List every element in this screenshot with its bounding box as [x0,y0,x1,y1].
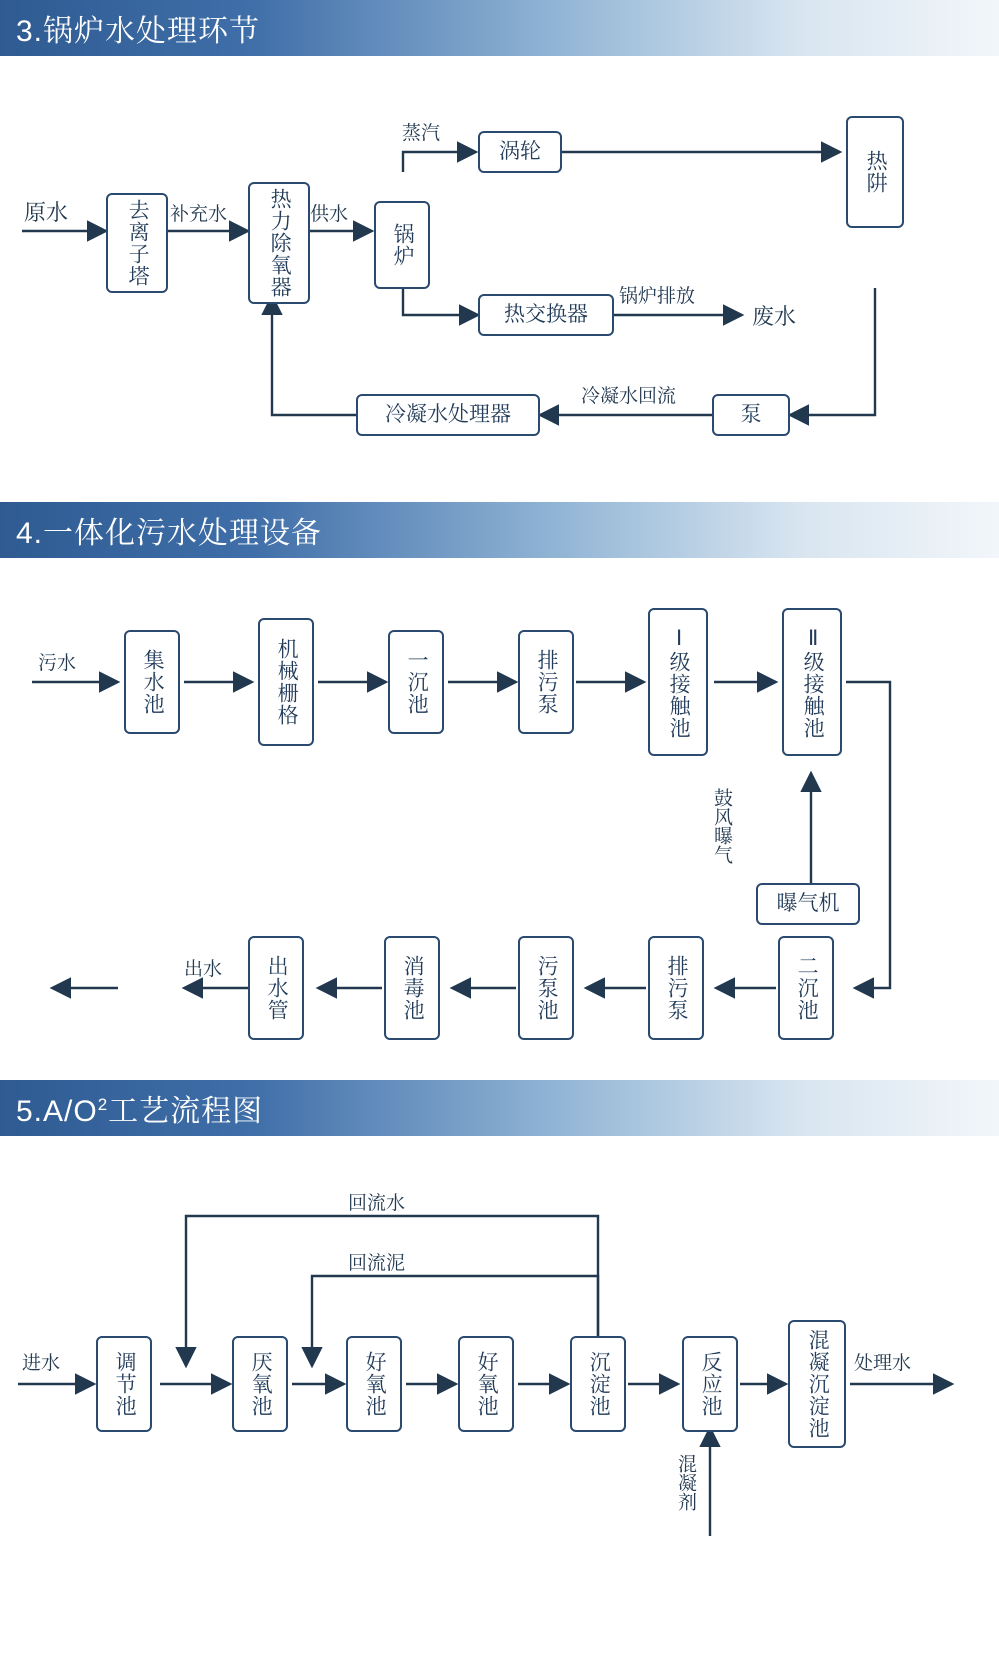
node-deion-tower: 去离子塔 [106,193,168,293]
node-collect-tank: 集水池 [124,630,180,734]
label-boiler-blowdown: 锅炉排放 [619,286,696,307]
node-sediment-tank: 沉淀池 [570,1336,626,1432]
node-turbine: 涡轮 [478,131,562,173]
diagram-boiler [0,56,999,499]
node-secondary-tank: 二沉池 [778,936,834,1040]
node-aerobic-tank-2: 好氧池 [458,1336,514,1432]
node-disinfect-tank: 消毒池 [384,936,440,1040]
label-steam: 蒸汽 [402,123,441,144]
section-header-boiler [0,0,999,56]
label-influent: 进水 [22,1353,61,1374]
label-coagulant: 混凝剂 [675,1454,696,1511]
node-sewage-pump: 排污泵 [518,630,574,734]
label-return-water: 回流水 [348,1193,406,1214]
section-title-integrated: 4.一体化污水处理设备 [16,517,323,550]
label-makeup-water: 补充水 [170,204,228,225]
node-contact-tank-2: Ⅱ级接触池 [782,608,842,756]
node-contact-tank-1: Ⅰ级接触池 [648,608,708,756]
diagram-ao2 [0,1136,999,1673]
node-outlet-pipe: 出水管 [248,936,304,1040]
diagram-integrated [0,558,999,1078]
node-anaerobic-tank: 厌氧池 [232,1336,288,1432]
label-return-sludge: 回流泥 [348,1253,406,1274]
node-sludge-pump-tank: 污泵池 [518,936,574,1040]
node-primary-tank: 一沉池 [388,630,444,734]
node-heat-exchanger: 热交换器 [478,294,614,336]
node-aerobic-tank-1: 好氧池 [346,1336,402,1432]
section-header-ao2 [0,1080,999,1136]
label-raw-water: 原水 [24,200,69,225]
node-pump: 泵 [712,394,790,436]
label-water-out: 出水 [184,959,223,980]
label-sewage-in: 污水 [38,653,77,674]
node-hot-well: 热阱 [846,116,904,228]
label-treated-water: 处理水 [854,1353,912,1374]
node-boiler: 锅炉 [374,201,430,289]
label-waste-water: 废水 [752,304,797,329]
section-title-ao2: $5.A/O^2$工艺流程图 [16,1095,264,1128]
label-blower-aeration: 鼓风曝气 [711,788,732,864]
node-coagulation-sedimentation-tank: 混凝沉淀池 [788,1320,846,1448]
label-condensate-return: 冷凝水回流 [581,386,677,407]
section-title-boiler: 3.锅炉水处理环节 [16,15,261,48]
node-condensate-processor: 冷凝水处理器 [356,394,540,436]
node-aerator: 曝气机 [756,883,860,925]
node-deaerator: 热力除氧器 [248,182,310,304]
node-adjust-tank: 调节池 [96,1336,152,1432]
node-sewage-pump-2: 排污泵 [648,936,704,1040]
label-feed-water: 供水 [310,204,349,225]
node-reaction-tank: 反应池 [682,1336,738,1432]
node-mech-grid: 机械栅格 [258,618,314,746]
section-header-integrated [0,502,999,558]
